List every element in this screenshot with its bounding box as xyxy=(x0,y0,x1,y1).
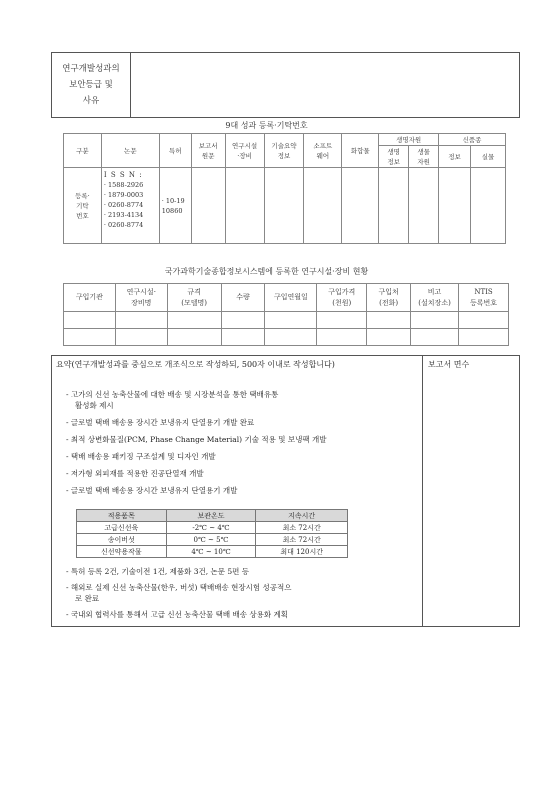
empty-cell xyxy=(221,329,265,346)
header-nv-real: 실물 xyxy=(471,146,506,168)
summary-bullet xyxy=(66,434,418,445)
header-bio-res-l1: 생물 xyxy=(417,147,430,156)
header-l1: 구입연월일 xyxy=(274,293,308,301)
empty-cell xyxy=(265,329,317,346)
empty-cell xyxy=(265,312,317,329)
header-software xyxy=(304,134,342,168)
bullet-line: - 고가의 신선 농축산물에 대한 배송 및 시장분석을 통한 택배유통 xyxy=(66,390,279,399)
security-grade-label xyxy=(52,53,131,117)
storage-cell: 고급신선육 xyxy=(77,522,167,534)
header-bio-res xyxy=(409,146,439,168)
bullet-line: - 택배 배송용 패키징 구조설계 및 디자인 개발 xyxy=(66,452,216,461)
storage-cell: 최대 120시간 xyxy=(256,546,348,558)
storage-header-item: 적용품목 xyxy=(77,510,167,522)
summary-bullet xyxy=(66,609,418,620)
header-patent: 특허 xyxy=(159,134,191,168)
header-remarks xyxy=(411,284,459,312)
header-facility-l1: 연구시설 xyxy=(232,141,258,150)
row-label-l1: 등록· xyxy=(75,191,90,200)
empty-cell xyxy=(409,168,439,244)
header-l1: 구입처 xyxy=(378,287,399,296)
storage-cell: 최소 72시간 xyxy=(256,522,348,534)
empty-cell xyxy=(439,168,471,244)
header-l1: 수량 xyxy=(236,293,250,301)
header-paper: 논문 xyxy=(101,134,159,168)
storage-cell: 최소 72시간 xyxy=(256,534,348,546)
bullet-line: - 해외로 실제 신선 농축산물(한우, 버섯) 택배배송 현장시험 성공적으 xyxy=(66,583,292,592)
header-bio-info-l2: 정보 xyxy=(387,157,400,166)
empty-cell xyxy=(317,312,367,329)
security-label-line: 연구개발성과의 xyxy=(62,64,120,74)
security-grade-box xyxy=(51,52,520,118)
empty-cell xyxy=(367,312,411,329)
empty-cell xyxy=(317,329,367,346)
paper-issn-cell xyxy=(101,168,159,244)
header-software-l1: 소프트 xyxy=(313,141,333,150)
empty-cell xyxy=(115,329,167,346)
header-l2: (설치장소) xyxy=(418,298,451,307)
row-label-l2: 기탁 xyxy=(76,201,89,210)
storage-header-temp: 보관온도 xyxy=(166,510,256,522)
header-bio-info xyxy=(379,146,409,168)
storage-table xyxy=(76,509,348,558)
empty-cell xyxy=(115,312,167,329)
registration-table-title: 9대 성과 등록·기탁번호 xyxy=(225,121,308,130)
issn-value: · 0260-8774 xyxy=(103,201,144,209)
header-l1: 연구시설· xyxy=(126,287,156,296)
issn-value: · 2193-4134 xyxy=(103,211,144,219)
bullet-line: - 글로벌 택배 배송용 장시간 보냉유지 단열용기 개발 완료 xyxy=(66,418,255,427)
empty-cell xyxy=(225,168,264,244)
patent-number-l2: 10860 xyxy=(161,206,183,215)
header-facility xyxy=(225,134,264,168)
header-category: 구분 xyxy=(64,134,102,168)
report-page-count-label: 보고서 면수 xyxy=(428,360,470,369)
summary-box xyxy=(51,355,520,627)
security-label-line: 사유 xyxy=(82,96,100,106)
header-bio: 생명자원 xyxy=(379,134,439,146)
header-purchasing-org xyxy=(64,284,116,312)
header-l1: 구입가격 xyxy=(328,287,356,296)
facility-table-title: 국가과학기술종합정보시스템에 등록한 연구시설·장비 현황 xyxy=(164,267,369,276)
empty-cell xyxy=(64,312,116,329)
empty-cell xyxy=(411,329,459,346)
summary-heading: 요약(연구개발성과를 중심으로 개조식으로 작성하되, 500자 이내로 작성합니다) xyxy=(56,360,335,369)
empty-cell xyxy=(304,168,342,244)
empty-cell xyxy=(64,329,116,346)
header-bio-info-l1: 생명 xyxy=(387,147,400,156)
bullet-line: - 국내외 협력사를 통해서 고급 신선 농축산물 택배 배송 상용화 계획 xyxy=(66,610,288,619)
storage-cell: 0℃ ~ 5℃ xyxy=(166,534,256,546)
header-tech xyxy=(264,134,304,168)
empty-cell xyxy=(342,168,379,244)
summary-bullet xyxy=(66,485,418,496)
header-l1: 구입기관 xyxy=(75,293,103,301)
header-tech-l2: 정보 xyxy=(277,151,291,160)
empty-cell xyxy=(459,329,509,346)
patent-number-l1: · 10-19 xyxy=(161,196,185,205)
summary-bullet xyxy=(66,468,418,479)
issn-value: · 1879-0003 xyxy=(103,191,144,199)
header-l1: NTIS xyxy=(474,287,493,296)
issn-value: · 0260-8774 xyxy=(103,221,144,229)
summary-bullet xyxy=(66,582,418,604)
header-spec xyxy=(167,284,221,312)
header-software-l2: 웨어 xyxy=(316,151,330,160)
patent-number-cell xyxy=(159,168,191,244)
bullet-line: - 글로벌 택배 배송용 장시간 보냉유지 단열용기 개발 xyxy=(66,486,238,495)
header-nv-info: 정보 xyxy=(439,146,471,168)
storage-header-duration: 지속시간 xyxy=(256,510,348,522)
bullet-line: - 최적 상변화물질(PCM, Phase Change Material) 기술 적용 및 보냉팩 개발 xyxy=(66,435,327,444)
header-facility-name xyxy=(115,284,167,312)
empty-cell xyxy=(379,168,409,244)
header-l2: (모델명) xyxy=(181,298,208,307)
empty-cell xyxy=(167,329,221,346)
storage-cell: 4℃ ~ 10℃ xyxy=(166,546,256,558)
header-l1: 규격 xyxy=(187,287,201,296)
header-report-l2: 원문 xyxy=(201,151,215,160)
registration-table xyxy=(63,133,506,244)
storage-cell: 송이버섯 xyxy=(77,534,167,546)
header-price xyxy=(317,284,367,312)
header-tech-l1: 기술요약 xyxy=(271,141,297,150)
header-compound: 화합물 xyxy=(342,134,379,168)
header-l2: 장비명 xyxy=(131,298,152,307)
empty-cell xyxy=(411,312,459,329)
empty-cell xyxy=(191,168,225,244)
empty-cell xyxy=(471,168,506,244)
bullet-line: 활성화 제시 xyxy=(75,401,114,410)
header-ntis xyxy=(459,284,509,312)
summary-divider xyxy=(422,356,423,626)
header-facility-l2: ·장비 xyxy=(237,151,252,160)
storage-cell: -2℃ ~ 4℃ xyxy=(166,522,256,534)
header-report-l1: 보고서 xyxy=(198,141,218,150)
row-label-registration xyxy=(64,168,102,244)
security-label-line: 보안등급 및 xyxy=(69,80,113,90)
bullet-line: - 특허 등록 2건, 기술이전 1건, 제품화 3건, 논문 5편 등 xyxy=(66,567,250,576)
header-l2: 등록번호 xyxy=(469,298,498,307)
header-l2: (천원) xyxy=(332,298,352,307)
header-l1: 비고 xyxy=(427,287,442,296)
header-new-variety: 신품종 xyxy=(439,134,506,146)
empty-cell xyxy=(459,312,509,329)
header-report xyxy=(191,134,225,168)
summary-bullet xyxy=(66,566,418,577)
header-bio-res-l2: 자원 xyxy=(417,157,430,166)
issn-value: · 1588-2926 xyxy=(103,181,144,189)
empty-cell xyxy=(221,312,265,329)
bullet-line: - 저가형 외피재를 적용한 진공단열재 개발 xyxy=(66,469,204,478)
summary-bullet xyxy=(66,417,418,428)
header-purchase-date xyxy=(265,284,317,312)
header-quantity xyxy=(221,284,265,312)
storage-cell: 신선약용작물 xyxy=(77,546,167,558)
summary-bullet xyxy=(66,451,418,462)
header-l2: (전화) xyxy=(379,298,399,307)
bullet-line: 로 완료 xyxy=(75,594,100,603)
issn-label: I S S N : xyxy=(103,171,143,179)
facility-table xyxy=(63,283,509,346)
empty-cell xyxy=(167,312,221,329)
header-vendor xyxy=(367,284,411,312)
empty-cell xyxy=(264,168,304,244)
empty-cell xyxy=(367,329,411,346)
summary-bullet xyxy=(66,389,418,411)
row-label-l3: 번호 xyxy=(76,211,89,220)
